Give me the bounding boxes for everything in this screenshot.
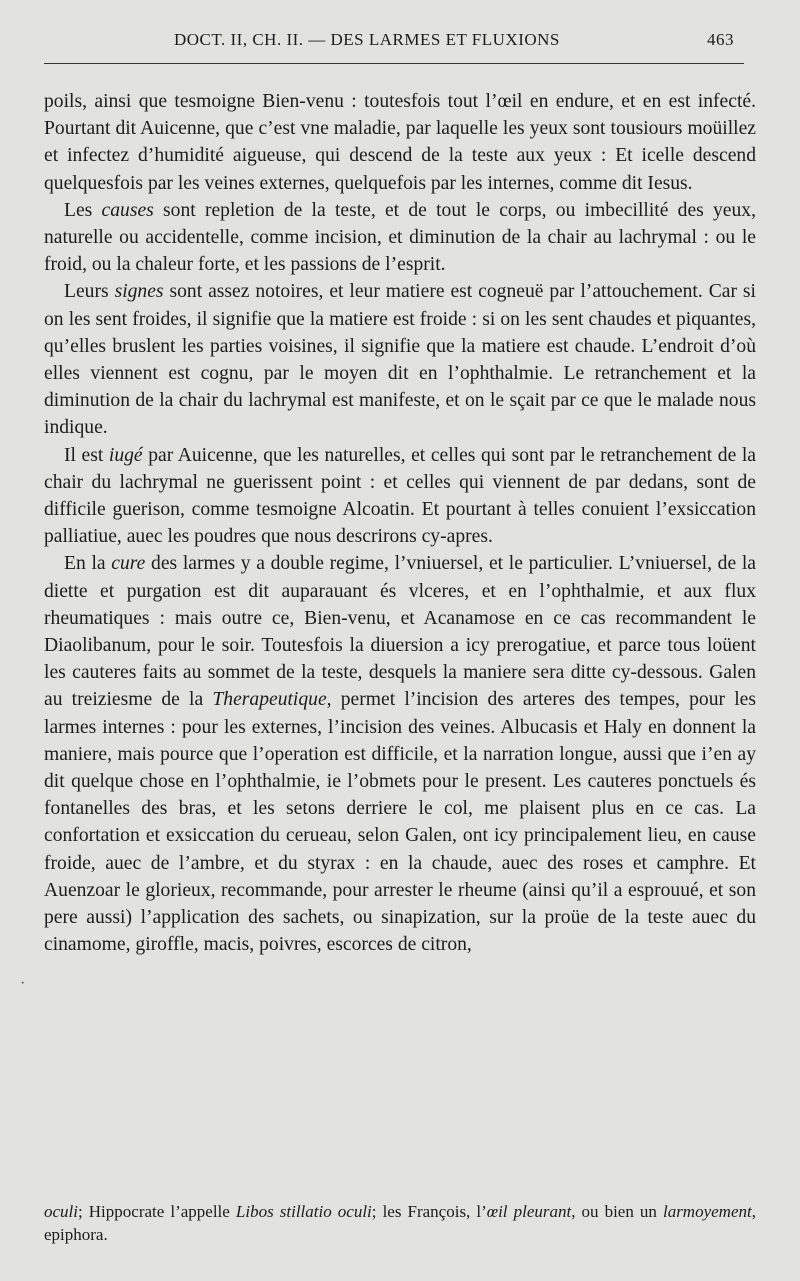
paragraph-text: Leurs	[64, 281, 115, 303]
paragraph	[44, 88, 756, 197]
footnote-text: , epiphora.	[44, 1202, 756, 1244]
paragraph-italic: signes	[114, 281, 164, 303]
footnote-text: , ou bien un	[571, 1202, 663, 1221]
paragraph-text: sont repletion de la teste, et de tout le corps, ou imbecillité des yeux, naturelle ou accidentelle, comme incision, et diminution de la chair au lachrymal : ou le froid, ou la chaleur forte, et les passions de l’esprit.	[44, 199, 756, 276]
paragraph-text: En la	[64, 553, 112, 575]
header-rule	[44, 63, 744, 64]
paragraph-text: sont assez notoires, et leur matiere est cogneuë par l’attouchement. Car si on les sent froides, il signifie que la matiere est froide : si on les sent chaudes et piquantes, qu’elles bruslent les parties voisines, il signifie que la matiere est chaude. L’endroit d’où elles viennent est cognu, par le moyen dit en l’ophthalmie. Le retranchement et la diminution de la chair du lachrymal est manifeste, et on le sçait par ce que le malade nous indique.	[44, 281, 756, 439]
margin-mark: ·	[20, 975, 26, 992]
footnote-text: ; Hippocrate l’appelle	[78, 1202, 236, 1221]
paragraph	[44, 278, 756, 441]
paragraph-text: Les	[64, 199, 102, 221]
paragraph	[44, 197, 756, 279]
paragraph	[44, 442, 756, 551]
page-number: 463	[707, 30, 734, 49]
footnote-italic: larmoyement	[662, 1202, 752, 1221]
paragraph-text: des larmes y a double regime, l’vniuersel, et le particulier. L’vniuersel, de la diette et purgation est dit auparauant és vlceres, et en l’ophthalmie, et aux flux rheumatiques : mais outre ce, Bien-venu, et Acanamose en ce cas recommandent le Diaolibanum, pour le soir. Toutesfois la diuersion a icy prerogatiue, et parce tous loüent les cauteres faits au sommet de la teste, desquels la maniere sera ditte cy-dessous. Galen au treiziesme de la	[44, 553, 756, 711]
main-text	[44, 88, 756, 959]
paragraph-text: par Auicenne, que les naturelles, et celles qui sont par le retranchement de la chair du lachrymal ne guerissent point : et celles qui viennent de par dedans, sont de difficile guerison, comme tesmoigne Alcoatin. Et pourtant à telles conuient l’exsiccation palliatiue, auec les poudres que nous descrirons cy-apres.	[44, 444, 756, 548]
paragraph-text: Il est	[64, 444, 109, 466]
footnote-text: ; les François, l’	[371, 1202, 487, 1221]
footnote-italic: oculi	[44, 1202, 78, 1221]
running-header	[42, 30, 742, 58]
paragraph-text: poils, ainsi que tesmoigne Bien-venu : toutesfois tout l’œil en endure, et en est infecté. Pourtant dit Auicenne, que c’est vne maladie, par laquelle les yeux sont tousiours moüillez et infectez d’humidité aigueuse, qui descend de la teste aux yeux : Et icelle descend quelquesfois par les veines externes, quelquefois par les internes, comme dit Iesus.	[44, 91, 756, 194]
paragraph-italic: iugé	[108, 444, 143, 466]
paragraph-italic: Therapeutique	[212, 689, 327, 711]
paragraph-italic: cure	[111, 553, 146, 575]
footnote	[44, 1200, 756, 1246]
paragraph-text: , permet l’incision des arteres des tempes, pour les larmes internes : pour les externes, l’incision des veines. Albucasis et Haly en donnent la maniere, mais pource que l’operation est difficile, et la narration longue, aussi que i’en ay dit quelque chose en l’ophthalmie, ie l’obmets pour le present. Les cauteres ponctuels és fontanelles des bras, et les setons derriere le col, me plaisent plus en ce cas. La confortation et exsiccation du cerueau, selon Galen, ont icy principalement lieu, en cause froide, auec de l’ambre, et du styrax : en la chaude, auec des roses et camphre. Et Auenzoar le glorieux, recommande, pour arrester le rheume (ainsi qu’il a esprouué, et son pere aussi) l’application des sachets, ou sinapization, sur la proüe de la teste auec du cinamome, giroffle, macis, poivres, escorces de citron,	[44, 689, 756, 956]
paragraph	[44, 550, 756, 958]
running-title: DOCT. II, CH. II. — DES LARMES ET FLUXIONS	[174, 30, 560, 49]
footnote-italic: Libos stillatio oculi	[235, 1202, 372, 1221]
footnote-italic: œil pleurant	[486, 1202, 572, 1221]
paragraph-italic: causes	[101, 199, 154, 221]
